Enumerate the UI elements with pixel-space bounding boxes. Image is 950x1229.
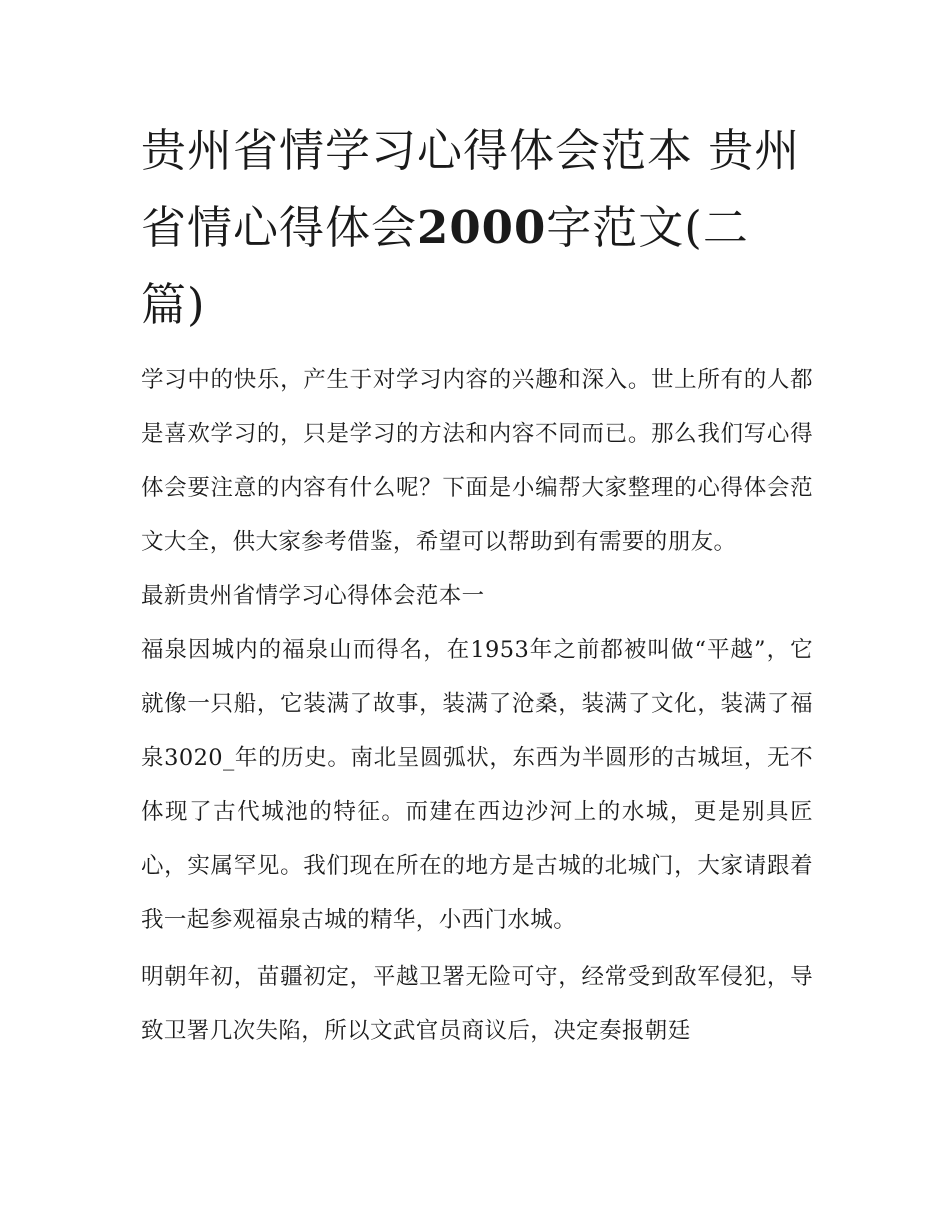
intro-paragraph: 学习中的快乐，产生于对学习内容的兴趣和深入。世上所有的人都是喜欢学习的，只是学习的方法和内容不同而已。那么我们写心得体会要注意的内容有什么呢？下面是小编帮大家整理的心得体会范文大全，供大家参考借鉴，希望可以帮助到有需要的朋友。 bbox=[141, 367, 813, 555]
body-paragraph-1: 福泉因城内的福泉山而得名，在1953年之前都被叫做“平越”，它就像一只船，它装满了故事，装满了沧桑，装满了文化，装满了福泉3020_年的历史。南北呈圆弧状，东西为半圆形的古城垣，无不体现了古代城池的特征。而建在西边沙河上的水城，更是别具匠心，实属罕见。我们现在所在的地方是古城的北城门，大家请跟着我一起参观福泉古城的精华，小西门水城。 bbox=[141, 637, 813, 933]
title-text-part2: 字范文(二篇) bbox=[141, 201, 749, 331]
section-heading: 最新贵州省情学习心得体会范本一 bbox=[141, 583, 485, 609]
document-page bbox=[141, 112, 813, 1058]
title-text-part1: 贵州省情学习心得体会范本 贵州省情心得体会 bbox=[141, 124, 801, 254]
body-paragraph-2: 明朝年初，苗疆初定，平越卫署无险可守，经常受到敌军侵犯，导致卫署几次失陷，所以文武官员商议后，决定奏报朝廷 bbox=[141, 964, 813, 1044]
document-title bbox=[141, 112, 813, 343]
title-number: 2000 bbox=[417, 201, 547, 254]
